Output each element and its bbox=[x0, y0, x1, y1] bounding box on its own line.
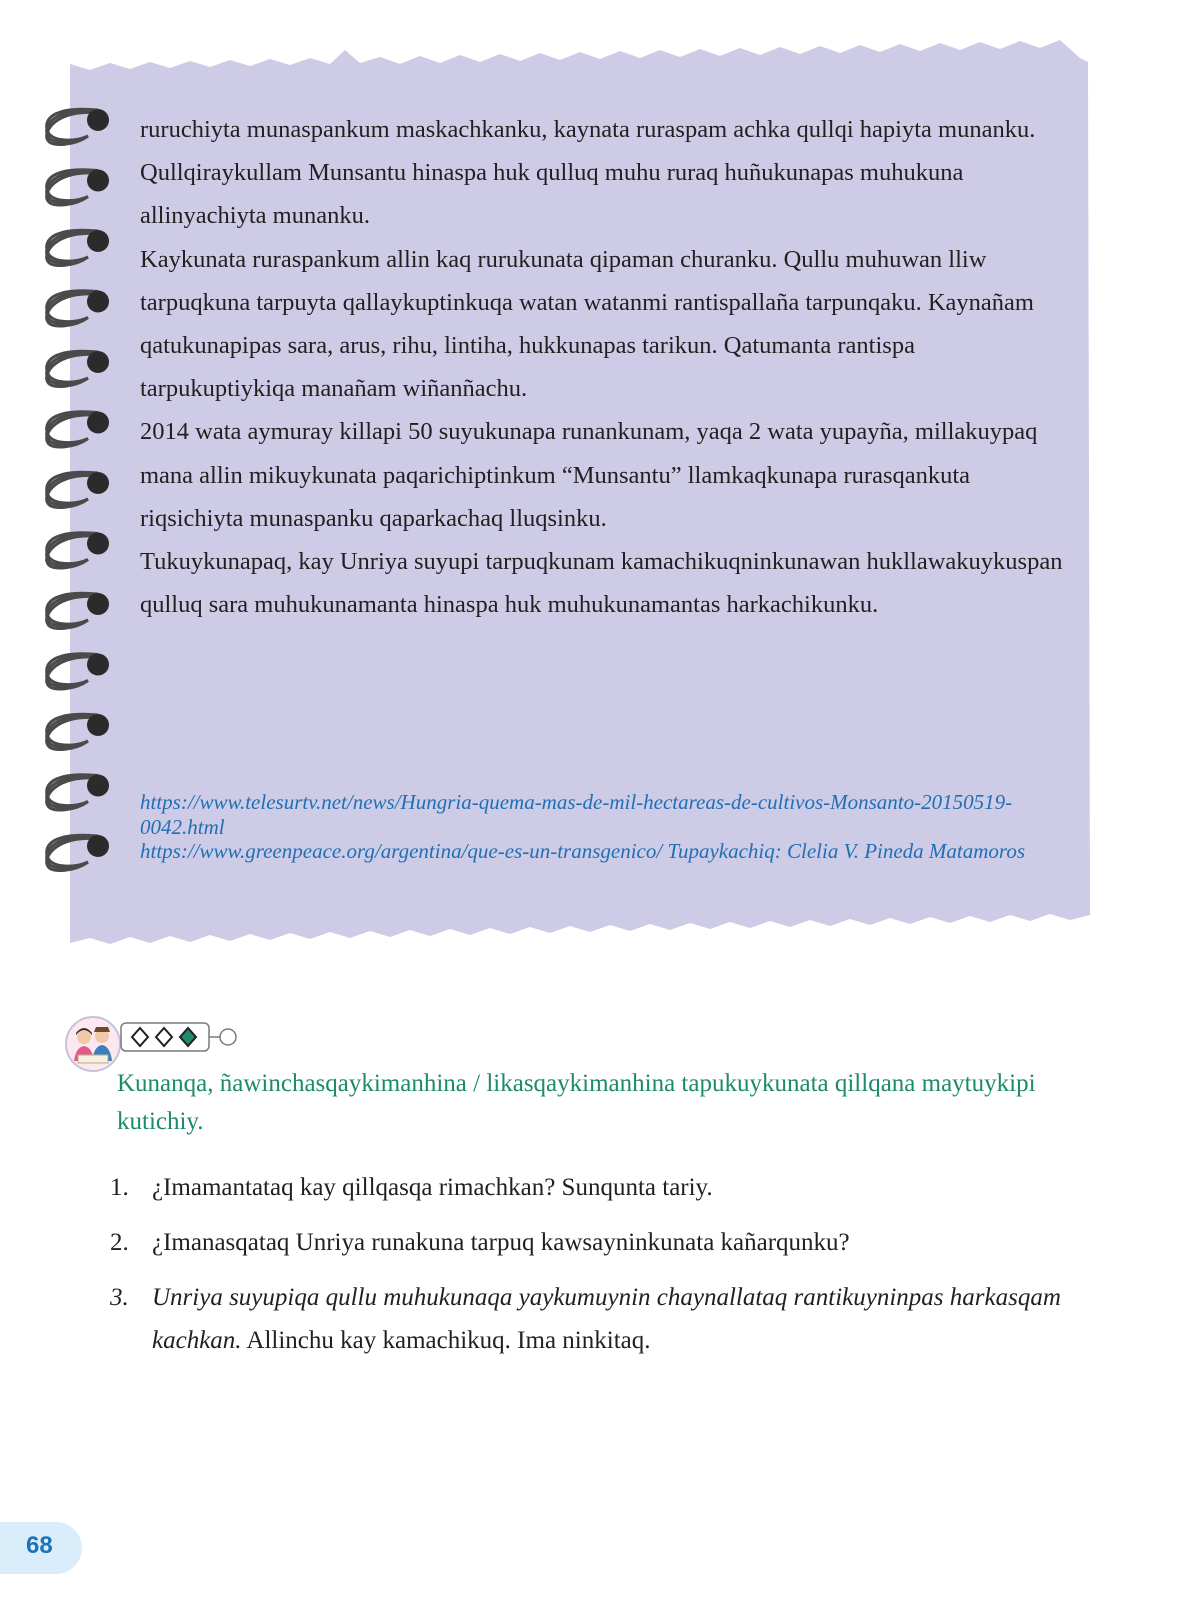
reading-text bbox=[140, 108, 1070, 626]
spiral-ring-icon bbox=[47, 533, 109, 568]
paragraph: Tukuykunapaq, kay Unriya suyupi tarpuqkunam kamachikuqninkunawan hukllawakuykuspan qulluq sara muhukunamanta hinaspa huk muhukunamantas harkachikunku. bbox=[140, 548, 1063, 619]
question-item bbox=[110, 1166, 1070, 1209]
spiral-ring-icon bbox=[47, 775, 109, 810]
two-students-reading-icon bbox=[64, 1015, 122, 1073]
source-link: https://www.telesurtv.net/news/Hungria-quema-mas-de-mil-hectareas-de-cultivos-Monsanto-20150519-0042.html bbox=[140, 790, 1013, 839]
question-text: ¿Imamantataq kay qillqasqa rimachkan? Sunqunta tariy. bbox=[152, 1174, 713, 1201]
paragraph: Kaykunata ruraspankum allin kaq rurukunata qipaman churanku. Qullu muhuwan lliw tarpuqkuna tarpuyta qallaykuptinkuqa watan watanmi rantispallaña tarpunqaku. Kaynañam qatukunapipas sara, arus, rihu, lintiha, hukkunapas tarikun. Qatumanta rantispa tarpukuptiykiqa manañam wiñanñachu. bbox=[140, 245, 1034, 403]
spiral-ring-icon bbox=[47, 593, 109, 628]
question-text: ¿Imanasqataq Unriya runakuna tarpuq kawsayninkunata kañarqunku? bbox=[152, 1229, 850, 1256]
question-text-italic: Unriya suyupiqa qullu muhukunaqa yaykumuynin chaynallataq rantikuyninpas harkasqam kachkan. bbox=[152, 1284, 1061, 1354]
activity-instruction: Kunanqa, ñawinchasqaykimanhina / likasqaykimanhina tapukuykunata qillqana maytuykipi kutichiy. bbox=[117, 1070, 1036, 1135]
question-item bbox=[110, 1221, 1070, 1264]
spiral-ring-icon bbox=[47, 835, 109, 870]
sources bbox=[140, 790, 1070, 864]
spiral-ring-icon bbox=[47, 472, 109, 507]
question-number: 3. bbox=[110, 1284, 129, 1311]
page-number: 68 bbox=[26, 1532, 53, 1559]
paragraph: ruruchiyta munaspankum maskachkanku, kaynata ruraspam achka qullqi hapiyta munanku. Qullqiraykullam Munsantu hinaspa huk qulluq muhu ruraq huñukunapas muhukuna allinyachiyta munanku. bbox=[140, 116, 1036, 230]
spiral-ring-icon bbox=[47, 291, 109, 326]
page-number-tab bbox=[0, 1522, 82, 1574]
spiral-ring-icon bbox=[47, 412, 109, 447]
level-indicator-icon bbox=[120, 1020, 245, 1056]
question-list bbox=[110, 1166, 1070, 1374]
spiral-ring-icon bbox=[47, 230, 109, 265]
spiral-ring-icon bbox=[47, 170, 109, 205]
spiral-ring-icon bbox=[47, 351, 109, 386]
paragraph: 2014 wata aymuray killapi 50 suyukunapa runankunam, yaqa 2 wata yupayña, millakuypaq mana allin mikuykunata paqarichiptinkum “Munsantu” llamkaqkunapa rurasqankuta riqsichiyta munaspanku qaparkachaq lluqsinku. bbox=[140, 418, 1038, 532]
question-number: 2. bbox=[110, 1229, 129, 1256]
question-item bbox=[110, 1276, 1070, 1362]
spiral-ring-icon bbox=[47, 109, 109, 144]
spiral-ring-icon bbox=[47, 654, 109, 689]
source-link: https://www.greenpeace.org/argentina/que-es-un-transgenico/ Tupaykachiq: Clelia V. Pineda Matamoros bbox=[140, 839, 1025, 863]
question-text: Allinchu kay kamachikuq. Ima ninkitaq. bbox=[241, 1327, 651, 1354]
spiral-ring-icon bbox=[47, 714, 109, 749]
question-number: 1. bbox=[110, 1174, 129, 1201]
spiral-binding bbox=[36, 102, 126, 902]
